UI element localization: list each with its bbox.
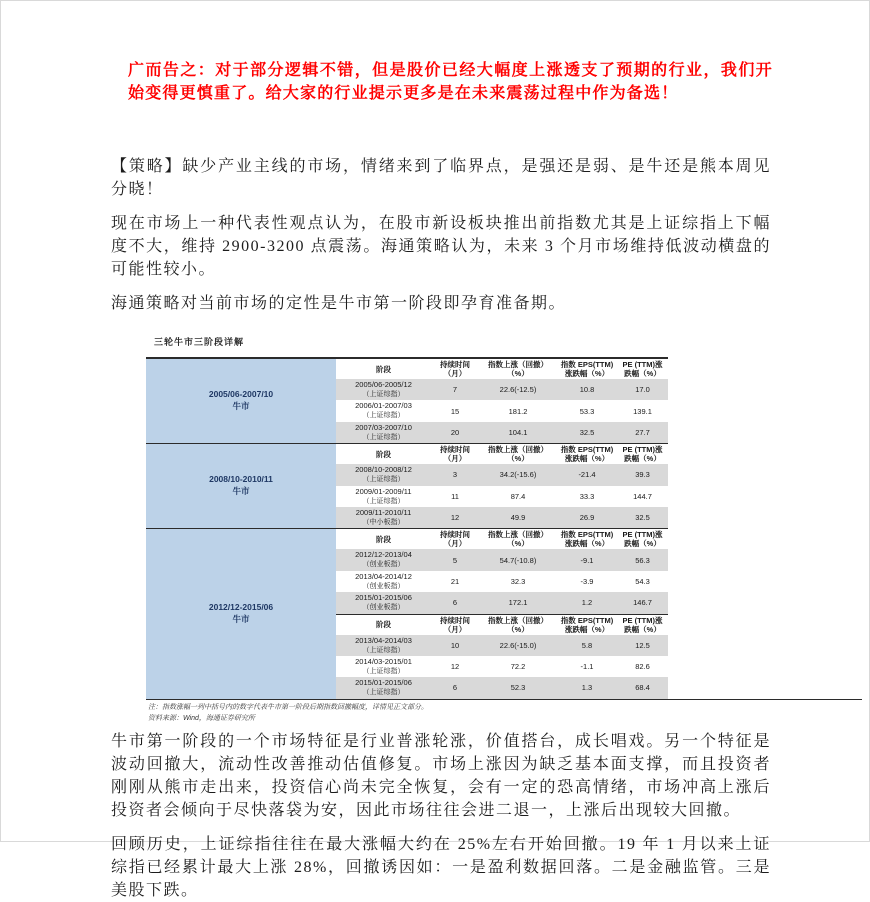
table-cell: 2009/11-2010/11 （中小板指） [336,507,431,529]
table-note: 注：指数涨幅一列中括号内的数字代表牛市第一阶段后期指数回撤幅度，详情见正文部分。 [148,703,428,711]
table-cell: -21.4 [557,464,617,485]
table-cell: 2009/01-2009/11 （上证综指） [336,486,431,507]
table-column-header: 指数 EPS(TTM)涨跌幅（%） [557,529,617,550]
table-header-row [146,358,668,379]
table-cell: 12 [431,507,479,529]
table-cell: 22.6(-12.5) [479,379,557,400]
table-cell: 15 [431,400,479,421]
table-column-header: 指数上涨（回撤）（%） [479,358,557,379]
table-cell: 10 [431,635,479,656]
table-cell: 2006/01-2007/03 （上证综指） [336,400,431,421]
table-title: 三轮牛市三阶段详解 [154,337,245,347]
table-cell: 5 [431,549,479,570]
table-cell: 5.8 [557,635,617,656]
table-cell: 56.3 [617,549,668,570]
table-cell: 12 [431,656,479,677]
table-cell: 34.2(-15.6) [479,464,557,485]
strategy-headline: 【策略】缺少产业主线的市场，情绪来到了临界点，是强还是弱、是牛还是熊本周见分晓！ [111,158,771,198]
table-cell: -1.1 [557,656,617,677]
table-cell: 144.7 [617,486,668,507]
table-cell: 32.5 [617,507,668,529]
table-cell: 104.1 [479,422,557,444]
table-cell: 2013/04-2014/03 （上证综指） [336,635,431,656]
table-column-header: 指数上涨（回撤）（%） [479,614,557,635]
table-cell: 32.3 [479,571,557,592]
paragraph-market-consensus: 现在市场上一种代表性观点认为，在股市新设板块推出前指数尤其是上证综指上下幅度不大，维持 2900-3200 点震荡。海通策略认为，未来 3 个月市场维持低波动横盘的可能性较小。 [111,215,771,278]
table-column-header: 指数 EPS(TTM)涨跌幅（%） [557,358,617,379]
table-header-row [146,529,668,550]
table-column-header: 指数上涨（回撤）（%） [479,444,557,465]
table-column-header: 阶段 [336,444,431,465]
table-cell: 26.9 [557,507,617,529]
table-cell: 1.2 [557,592,617,614]
table-column-header: 阶段 [336,614,431,635]
table-column-header: 指数 EPS(TTM)涨跌幅（%） [557,444,617,465]
table-column-header: PE (TTM)涨跌幅（%） [617,444,668,465]
table-cell: 7 [431,379,479,400]
table-cell: 146.7 [617,592,668,614]
table-cell: 52.3 [479,677,557,698]
table-cell: 21 [431,571,479,592]
table-column-header: 持续时间（月） [431,444,479,465]
bull-market-table-block [146,331,771,724]
table-cell: 6 [431,677,479,698]
table-column-header: 指数 EPS(TTM)涨跌幅（%） [557,614,617,635]
table-cell: 20 [431,422,479,444]
table-column-header: 持续时间（月） [431,614,479,635]
table-column-header: 持续时间（月） [431,358,479,379]
bull-period-cell: 2008/10-2010/11 牛市 [146,444,336,529]
table-cell: 54.7(-10.8) [479,549,557,570]
bull-table-body [146,358,668,699]
red-disclaimer-banner: 广而告之：对于部分逻辑不错，但是股价已经大幅度上涨透支了预期的行业，我们开始变得更慎重了。给大家的行业提示更多是在未来震荡过程中作为备选！ [128,62,773,102]
table-cell: 3 [431,464,479,485]
table-cell: 33.3 [557,486,617,507]
table-cell: 82.6 [617,656,668,677]
table-cell: 172.1 [479,592,557,614]
table-column-header: 持续时间（月） [431,529,479,550]
document-body [111,155,771,902]
table-cell: 53.3 [557,400,617,421]
table-cell: 11 [431,486,479,507]
table-column-header: 指数上涨（回撤）（%） [479,529,557,550]
table-cell: 22.6(-15.0) [479,635,557,656]
table-source: 资料来源：Wind，海通证券研究所 [148,714,255,722]
table-header-row [146,444,668,465]
table-cell: 2008/10-2008/12 （上证综指） [336,464,431,485]
table-cell: 2007/03-2007/10 （上证综指） [336,422,431,444]
paragraph-haitong-view: 海通策略对当前市场的定性是牛市第一阶段即孕育准备期。 [111,295,567,312]
table-cell: -3.9 [557,571,617,592]
table-cell: 49.9 [479,507,557,529]
table-cell: 68.4 [617,677,668,698]
table-cell: 181.2 [479,400,557,421]
table-column-header: PE (TTM)涨跌幅（%） [617,614,668,635]
table-cell: 1.3 [557,677,617,698]
table-cell: 39.3 [617,464,668,485]
table-cell: 72.2 [479,656,557,677]
table-cell: 2015/01-2015/06 （上证综指） [336,677,431,698]
table-cell: 87.4 [479,486,557,507]
table-column-header: 阶段 [336,358,431,379]
table-cell: 27.7 [617,422,668,444]
table-cell: 32.5 [557,422,617,444]
table-column-header: 阶段 [336,529,431,550]
table-column-header: PE (TTM)涨跌幅（%） [617,358,668,379]
table-cell: 54.3 [617,571,668,592]
table-footnotes [148,703,771,725]
table-cell: 10.8 [557,379,617,400]
table-cell: 2013/04-2014/12 （创业板指） [336,571,431,592]
table-cell: 2012/12-2013/04 （创业板指） [336,549,431,570]
paragraph-history-review: 回顾历史，上证综指往往在最大涨幅大约在 25%左右开始回撤。19 年 1 月以来上证综指已经累计最大上涨 28%，回撤诱因如：一是盈利数据回落。二是金融监管。三是美股下跌。 [111,836,771,900]
bull-period-cell: 2005/06-2007/10 牛市 [146,358,336,444]
table-cell: 6 [431,592,479,614]
table-column-header: PE (TTM)涨跌幅（%） [617,529,668,550]
paragraph-phase-one-traits: 牛市第一阶段的一个市场特征是行业普涨轮涨，价值搭台，成长唱戏。另一个特征是波动回撤大，流动性改善推动估值修复。市场上涨因为缺乏基本面支撑，而且投资者刚刚从熊市走出来，投资信心尚未完全恢复，会有一定的恐高情绪，市场冲高上涨后投资者会倾向于尽快落袋为安，因此市场往往会进二退一，上涨后出现较大回撤。 [111,733,771,820]
table-bottom-rule [146,699,862,700]
table-cell: 2005/06-2005/12 （上证综指） [336,379,431,400]
bull-period-cell: 2012/12-2015/06 牛市 [146,529,336,699]
table-cell: 17.0 [617,379,668,400]
table-cell: 2015/01-2015/06 （创业板指） [336,592,431,614]
table-cell: 139.1 [617,400,668,421]
bull-market-table [146,357,668,699]
table-cell: 2014/03-2015/01 （上证综指） [336,656,431,677]
table-cell: 12.5 [617,635,668,656]
table-cell: -9.1 [557,549,617,570]
